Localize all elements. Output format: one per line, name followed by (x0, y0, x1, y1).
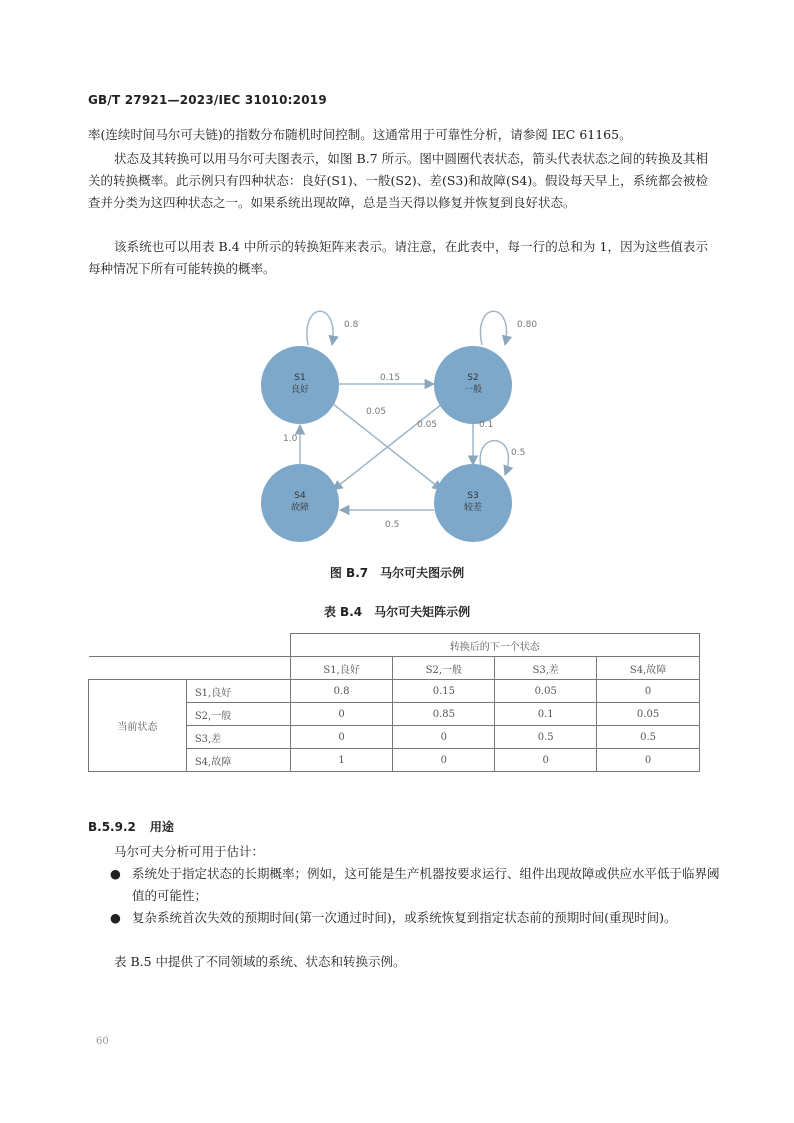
label-s1-s2: 0.15 (380, 373, 401, 383)
table-cell: 0.5 (495, 726, 597, 749)
row-label: S3,差 (186, 726, 290, 749)
loop-s2 (480, 311, 506, 345)
loop-s1 (307, 311, 333, 345)
table-cell: 0.05 (597, 703, 700, 726)
bullet-icon: ● (110, 866, 121, 881)
section-number: B.5.9.2 (88, 820, 136, 834)
table-cell: 0.15 (393, 680, 495, 703)
label-s2-s2: 0.80 (517, 320, 538, 330)
section-title: 用途 (149, 820, 174, 834)
figure-caption: 图 B.7 马尔可夫图示例 (329, 566, 465, 580)
label-s3-s4: 0.5 (385, 520, 400, 530)
table-caption: 表 B.4 马尔可夫矩阵示例 (323, 605, 471, 619)
label-s3-s3: 0.5 (511, 448, 526, 458)
state-s3-name: 较差 (463, 503, 483, 513)
transition-matrix (88, 633, 700, 772)
column-header: S4,故障 (597, 657, 700, 680)
column-header: S2,一般 (393, 657, 495, 680)
table-cell: 0 (393, 749, 495, 772)
state-s4-id: S4 (294, 491, 306, 501)
row-label: S4,故障 (186, 749, 290, 772)
state-s4-name: 故障 (290, 503, 310, 513)
section-outro: 表 B.5 中提供了不同领域的系统、状态和转换示例。 (114, 954, 406, 969)
table-cell: 1 (290, 749, 393, 772)
bullet-icon: ● (110, 910, 121, 925)
label-s4-s1: 1.0 (283, 434, 298, 444)
state-s1-id: S1 (294, 373, 306, 383)
bullet-item-2 (110, 907, 722, 929)
bullet-text: 系统处于指定状态的长期概率；例如，这可能是生产机器按要求运行、组件出现故障或供应水平低于临界阈值的可能性； (132, 866, 720, 903)
section-intro: 马尔可夫分析可用于估计： (114, 844, 265, 859)
table-cell: 0 (597, 749, 700, 772)
row-label: S2,一般 (186, 703, 290, 726)
state-s2-name: 一般 (463, 385, 483, 395)
row-label: S1,良好 (186, 680, 290, 703)
state-s3-id: S3 (467, 491, 479, 501)
state-s2-id: S2 (467, 373, 479, 383)
document-header: GB/T 27921—2023/IEC 31010:2019 (88, 93, 327, 107)
table-header-row (89, 634, 700, 657)
table-cell: 0 (290, 703, 393, 726)
table-cell: 0.85 (393, 703, 495, 726)
section-heading (88, 818, 174, 835)
table-cell: 0 (597, 680, 700, 703)
column-header: S3,差 (495, 657, 597, 680)
page-number: 60 (96, 1036, 109, 1047)
table-row (89, 680, 700, 703)
bullet-text: 复杂系统首次失效的预期时间(第一次通过时间)，或系统恢复到指定状态前的预期时间(重现时间)。 (132, 910, 677, 925)
next-state-header: 转换后的下一个状态 (290, 634, 699, 657)
label-s2-s3: 0.1 (479, 420, 494, 430)
table-cell: 0.5 (597, 726, 700, 749)
current-state-label: 当前状态 (89, 680, 187, 772)
table-cell: 0.1 (495, 703, 597, 726)
paragraph-3: 该系统也可以用表 B.4 中所示的转换矩阵来表示。请注意，在此表中，每一行的总和为 1，因为这些值表示每种情况下所有可能转换的概率。 (88, 239, 708, 276)
label-s1-s3: 0.05 (366, 407, 387, 417)
table-column-row (89, 657, 700, 680)
label-s2-s4: 0.05 (417, 420, 438, 430)
table-cell: 0.05 (495, 680, 597, 703)
paragraph-2: 状态及其转换可以用马尔可夫图表示，如图 B.7 所示。图中圆圈代表状态，箭头代表状态之间的转换及其相关的转换概率。此示例只有四种状态：良好(S1)、一般(S2)、差(S3)和故障(S4)。假设每天早上，系统都会被检查并分类为这四种状态之一。如果系统出现故障，总是当天得以修复并恢复到良好状态。 (88, 151, 708, 210)
table-cell: 0.8 (290, 680, 393, 703)
table-cell: 0 (290, 726, 393, 749)
state-s1-name: 良好 (290, 385, 310, 395)
table-cell: 0 (495, 749, 597, 772)
bullet-item-1 (110, 863, 722, 907)
label-s1-s1: 0.8 (344, 320, 359, 330)
column-header: S1,良好 (290, 657, 393, 680)
paragraph-1: 率(连续时间马尔可夫链)的指数分布随机时间控制。这通常用于可靠性分析，请参阅 IEC 61165。 (88, 127, 632, 142)
table-cell: 0 (393, 726, 495, 749)
